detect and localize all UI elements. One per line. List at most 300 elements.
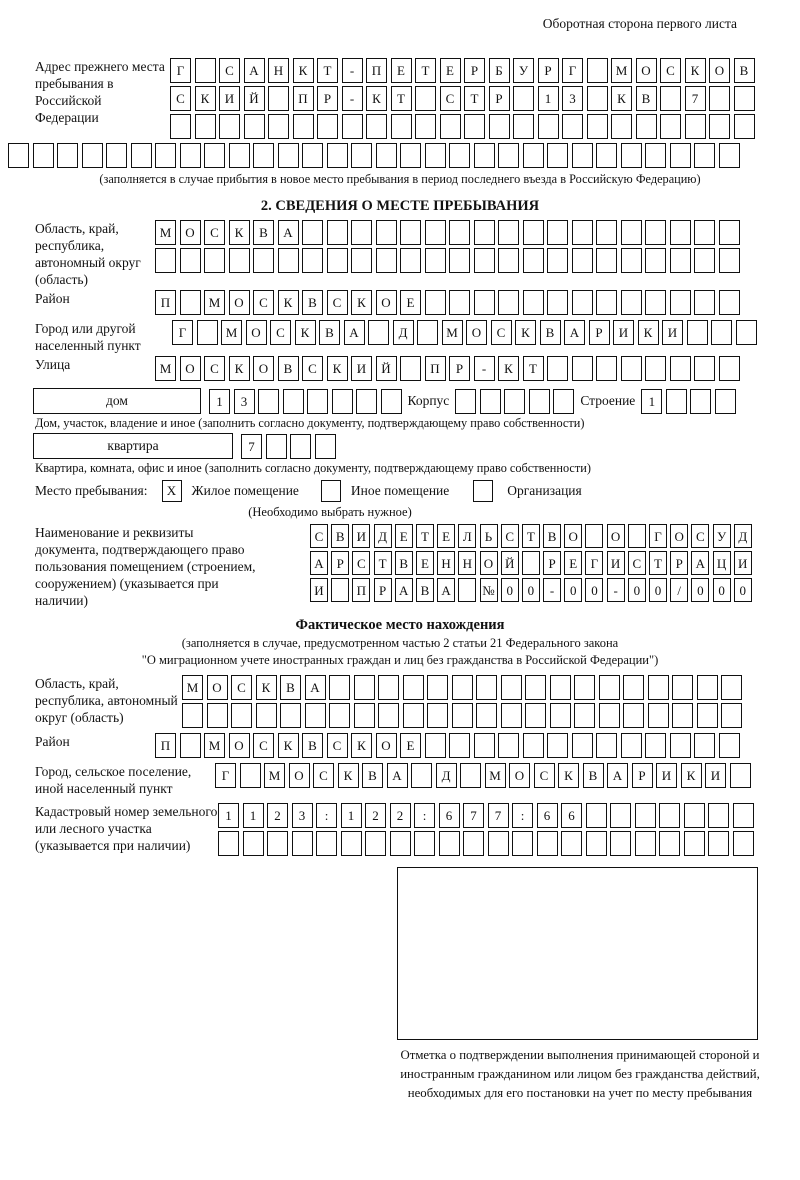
- char-cell[interactable]: [574, 675, 595, 700]
- char-cell[interactable]: [596, 220, 617, 245]
- checkbox-zhiloe[interactable]: X: [162, 480, 182, 502]
- char-cell[interactable]: [400, 220, 421, 245]
- checkbox-organizaciya[interactable]: [473, 480, 493, 502]
- char-cell[interactable]: -: [342, 58, 363, 83]
- char-cell[interactable]: Е: [437, 524, 455, 548]
- char-cell[interactable]: Н: [458, 551, 476, 575]
- char-cell[interactable]: [460, 763, 481, 788]
- char-cell[interactable]: А: [387, 763, 408, 788]
- char-cell[interactable]: [302, 143, 323, 168]
- char-cell[interactable]: [474, 733, 495, 758]
- char-cell[interactable]: И: [310, 578, 328, 602]
- char-cell[interactable]: Н: [268, 58, 289, 83]
- char-cell[interactable]: Г: [562, 58, 583, 83]
- char-cell[interactable]: [351, 143, 372, 168]
- char-cell[interactable]: [449, 248, 470, 273]
- char-cell[interactable]: К: [278, 733, 299, 758]
- char-cell[interactable]: [8, 143, 29, 168]
- char-cell[interactable]: [197, 320, 218, 345]
- char-cell[interactable]: [523, 220, 544, 245]
- char-cell[interactable]: [400, 356, 421, 381]
- char-cell[interactable]: [351, 220, 372, 245]
- char-cell[interactable]: В: [280, 675, 301, 700]
- char-cell[interactable]: [280, 703, 301, 728]
- char-cell[interactable]: [317, 114, 338, 139]
- char-cell[interactable]: [697, 703, 718, 728]
- char-cell[interactable]: [670, 220, 691, 245]
- char-cell[interactable]: У: [513, 58, 534, 83]
- char-cell[interactable]: О: [509, 763, 530, 788]
- char-cell[interactable]: №: [480, 578, 498, 602]
- char-cell[interactable]: Р: [317, 86, 338, 111]
- char-cell[interactable]: Т: [649, 551, 667, 575]
- char-cell[interactable]: [694, 356, 715, 381]
- char-cell[interactable]: О: [229, 290, 250, 315]
- char-cell[interactable]: М: [182, 675, 203, 700]
- char-cell[interactable]: [390, 831, 411, 856]
- char-cell[interactable]: И: [734, 551, 752, 575]
- char-cell[interactable]: [327, 220, 348, 245]
- char-cell[interactable]: С: [219, 58, 240, 83]
- char-cell[interactable]: [547, 733, 568, 758]
- char-cell[interactable]: [621, 143, 642, 168]
- char-cell[interactable]: [366, 114, 387, 139]
- char-cell[interactable]: Р: [449, 356, 470, 381]
- char-cell[interactable]: [660, 86, 681, 111]
- char-cell[interactable]: К: [351, 290, 372, 315]
- char-cell[interactable]: О: [709, 58, 730, 83]
- char-cell[interactable]: [155, 248, 176, 273]
- char-cell[interactable]: И: [607, 551, 625, 575]
- char-cell[interactable]: 0: [628, 578, 646, 602]
- char-cell[interactable]: 1: [209, 389, 230, 414]
- char-cell[interactable]: [694, 220, 715, 245]
- char-cell[interactable]: [427, 703, 448, 728]
- char-cell[interactable]: [342, 114, 363, 139]
- char-cell[interactable]: [721, 675, 742, 700]
- char-cell[interactable]: [425, 290, 446, 315]
- char-cell[interactable]: Е: [395, 524, 413, 548]
- char-cell[interactable]: Р: [489, 86, 510, 111]
- char-cell[interactable]: [195, 58, 216, 83]
- char-cell[interactable]: С: [270, 320, 291, 345]
- char-cell[interactable]: [709, 86, 730, 111]
- char-cell[interactable]: [452, 703, 473, 728]
- char-cell[interactable]: [547, 356, 568, 381]
- char-cell[interactable]: [621, 290, 642, 315]
- char-cell[interactable]: М: [485, 763, 506, 788]
- char-cell[interactable]: Т: [415, 58, 436, 83]
- char-cell[interactable]: [621, 248, 642, 273]
- char-cell[interactable]: [155, 143, 176, 168]
- char-cell[interactable]: С: [501, 524, 519, 548]
- char-cell[interactable]: В: [331, 524, 349, 548]
- char-cell[interactable]: О: [253, 356, 274, 381]
- char-cell[interactable]: О: [564, 524, 582, 548]
- char-cell[interactable]: П: [155, 733, 176, 758]
- char-cell[interactable]: [307, 389, 328, 414]
- checkbox-inoe[interactable]: [321, 480, 341, 502]
- char-cell[interactable]: О: [376, 290, 397, 315]
- char-cell[interactable]: [449, 733, 470, 758]
- char-cell[interactable]: [400, 248, 421, 273]
- char-cell[interactable]: -: [543, 578, 561, 602]
- char-cell[interactable]: [684, 831, 705, 856]
- char-cell[interactable]: О: [229, 733, 250, 758]
- char-cell[interactable]: [391, 114, 412, 139]
- char-cell[interactable]: Т: [317, 58, 338, 83]
- char-cell[interactable]: Г: [585, 551, 603, 575]
- char-cell[interactable]: А: [244, 58, 265, 83]
- char-cell[interactable]: [82, 143, 103, 168]
- char-cell[interactable]: [529, 389, 550, 414]
- char-cell[interactable]: [523, 143, 544, 168]
- char-cell[interactable]: И: [705, 763, 726, 788]
- char-cell[interactable]: [425, 220, 446, 245]
- char-cell[interactable]: [711, 320, 732, 345]
- char-cell[interactable]: [400, 143, 421, 168]
- char-cell[interactable]: К: [293, 58, 314, 83]
- char-cell[interactable]: Р: [538, 58, 559, 83]
- char-cell[interactable]: /: [670, 578, 688, 602]
- char-cell[interactable]: [562, 114, 583, 139]
- char-cell[interactable]: [572, 733, 593, 758]
- char-cell[interactable]: [550, 675, 571, 700]
- char-cell[interactable]: [648, 675, 669, 700]
- char-cell[interactable]: [525, 675, 546, 700]
- char-cell[interactable]: [243, 831, 264, 856]
- char-cell[interactable]: [684, 803, 705, 828]
- char-cell[interactable]: Д: [436, 763, 457, 788]
- char-cell[interactable]: С: [327, 290, 348, 315]
- char-cell[interactable]: О: [180, 356, 201, 381]
- char-cell[interactable]: [449, 143, 470, 168]
- char-cell[interactable]: -: [607, 578, 625, 602]
- char-cell[interactable]: [293, 114, 314, 139]
- char-cell[interactable]: 7: [488, 803, 509, 828]
- char-cell[interactable]: [427, 675, 448, 700]
- char-cell[interactable]: [586, 803, 607, 828]
- char-cell[interactable]: Е: [416, 551, 434, 575]
- char-cell[interactable]: 2: [365, 803, 386, 828]
- char-cell[interactable]: В: [583, 763, 604, 788]
- char-cell[interactable]: В: [540, 320, 561, 345]
- char-cell[interactable]: 7: [463, 803, 484, 828]
- char-cell[interactable]: [474, 143, 495, 168]
- char-cell[interactable]: А: [310, 551, 328, 575]
- char-cell[interactable]: [523, 248, 544, 273]
- char-cell[interactable]: И: [613, 320, 634, 345]
- char-cell[interactable]: Г: [170, 58, 191, 83]
- char-cell[interactable]: -: [474, 356, 495, 381]
- char-cell[interactable]: 0: [522, 578, 540, 602]
- char-cell[interactable]: П: [155, 290, 176, 315]
- char-cell[interactable]: [231, 703, 252, 728]
- char-cell[interactable]: К: [681, 763, 702, 788]
- char-cell[interactable]: [672, 675, 693, 700]
- char-cell[interactable]: [596, 356, 617, 381]
- char-cell[interactable]: К: [338, 763, 359, 788]
- char-cell[interactable]: [687, 320, 708, 345]
- char-cell[interactable]: [636, 114, 657, 139]
- char-cell[interactable]: [730, 763, 751, 788]
- char-cell[interactable]: [550, 703, 571, 728]
- char-cell[interactable]: Г: [649, 524, 667, 548]
- char-cell[interactable]: [376, 220, 397, 245]
- char-cell[interactable]: К: [611, 86, 632, 111]
- char-cell[interactable]: [587, 58, 608, 83]
- char-cell[interactable]: [417, 320, 438, 345]
- char-cell[interactable]: [719, 290, 740, 315]
- char-cell[interactable]: [574, 703, 595, 728]
- char-cell[interactable]: [455, 389, 476, 414]
- char-cell[interactable]: [599, 703, 620, 728]
- char-cell[interactable]: [474, 248, 495, 273]
- char-cell[interactable]: [670, 356, 691, 381]
- char-cell[interactable]: В: [253, 220, 274, 245]
- char-cell[interactable]: [659, 803, 680, 828]
- char-cell[interactable]: [621, 220, 642, 245]
- char-cell[interactable]: Е: [400, 290, 421, 315]
- char-cell[interactable]: И: [656, 763, 677, 788]
- char-cell[interactable]: [611, 114, 632, 139]
- char-cell[interactable]: [476, 675, 497, 700]
- char-cell[interactable]: [645, 733, 666, 758]
- char-cell[interactable]: О: [207, 675, 228, 700]
- char-cell[interactable]: -: [342, 86, 363, 111]
- char-cell[interactable]: [57, 143, 78, 168]
- char-cell[interactable]: :: [316, 803, 337, 828]
- char-cell[interactable]: Р: [374, 578, 392, 602]
- char-cell[interactable]: В: [302, 290, 323, 315]
- char-cell[interactable]: [733, 831, 754, 856]
- char-cell[interactable]: [561, 831, 582, 856]
- char-cell[interactable]: [244, 114, 265, 139]
- char-cell[interactable]: [331, 578, 349, 602]
- char-cell[interactable]: С: [440, 86, 461, 111]
- char-cell[interactable]: А: [691, 551, 709, 575]
- char-cell[interactable]: [572, 356, 593, 381]
- char-cell[interactable]: :: [512, 803, 533, 828]
- char-cell[interactable]: [708, 831, 729, 856]
- char-cell[interactable]: В: [278, 356, 299, 381]
- char-cell[interactable]: К: [229, 356, 250, 381]
- char-cell[interactable]: К: [195, 86, 216, 111]
- char-cell[interactable]: М: [264, 763, 285, 788]
- char-cell[interactable]: М: [442, 320, 463, 345]
- char-cell[interactable]: [440, 114, 461, 139]
- char-cell[interactable]: 1: [641, 389, 662, 414]
- char-cell[interactable]: [513, 86, 534, 111]
- char-cell[interactable]: [628, 524, 646, 548]
- char-cell[interactable]: [596, 248, 617, 273]
- char-cell[interactable]: С: [534, 763, 555, 788]
- char-cell[interactable]: М: [221, 320, 242, 345]
- char-cell[interactable]: 0: [734, 578, 752, 602]
- char-cell[interactable]: Н: [437, 551, 455, 575]
- char-cell[interactable]: 0: [713, 578, 731, 602]
- char-cell[interactable]: К: [229, 220, 250, 245]
- char-cell[interactable]: В: [636, 86, 657, 111]
- char-cell[interactable]: [596, 290, 617, 315]
- char-cell[interactable]: П: [425, 356, 446, 381]
- char-cell[interactable]: [474, 220, 495, 245]
- char-cell[interactable]: [182, 703, 203, 728]
- char-cell[interactable]: [645, 248, 666, 273]
- char-cell[interactable]: С: [204, 220, 225, 245]
- char-cell[interactable]: [522, 551, 540, 575]
- char-cell[interactable]: [697, 675, 718, 700]
- char-cell[interactable]: [219, 114, 240, 139]
- char-cell[interactable]: [381, 389, 402, 414]
- char-cell[interactable]: О: [466, 320, 487, 345]
- char-cell[interactable]: И: [351, 356, 372, 381]
- char-cell[interactable]: Р: [632, 763, 653, 788]
- char-cell[interactable]: 2: [267, 803, 288, 828]
- char-cell[interactable]: Р: [331, 551, 349, 575]
- char-cell[interactable]: [278, 248, 299, 273]
- char-cell[interactable]: 7: [685, 86, 706, 111]
- char-cell[interactable]: О: [607, 524, 625, 548]
- char-cell[interactable]: Т: [391, 86, 412, 111]
- char-cell[interactable]: [572, 290, 593, 315]
- char-cell[interactable]: [476, 703, 497, 728]
- char-cell[interactable]: [547, 290, 568, 315]
- char-cell[interactable]: [572, 220, 593, 245]
- char-cell[interactable]: [170, 114, 191, 139]
- char-cell[interactable]: С: [660, 58, 681, 83]
- char-cell[interactable]: [694, 733, 715, 758]
- char-cell[interactable]: [425, 733, 446, 758]
- char-cell[interactable]: [268, 86, 289, 111]
- char-cell[interactable]: А: [564, 320, 585, 345]
- char-cell[interactable]: М: [155, 220, 176, 245]
- char-cell[interactable]: [645, 356, 666, 381]
- char-cell[interactable]: К: [558, 763, 579, 788]
- char-cell[interactable]: Р: [543, 551, 561, 575]
- char-cell[interactable]: [621, 733, 642, 758]
- char-cell[interactable]: [218, 831, 239, 856]
- char-cell[interactable]: О: [480, 551, 498, 575]
- char-cell[interactable]: [327, 143, 348, 168]
- char-cell[interactable]: [666, 389, 687, 414]
- char-cell[interactable]: [356, 389, 377, 414]
- char-cell[interactable]: С: [491, 320, 512, 345]
- char-cell[interactable]: К: [366, 86, 387, 111]
- char-cell[interactable]: [694, 290, 715, 315]
- char-cell[interactable]: Р: [464, 58, 485, 83]
- char-cell[interactable]: С: [231, 675, 252, 700]
- char-cell[interactable]: П: [293, 86, 314, 111]
- char-cell[interactable]: [635, 831, 656, 856]
- char-cell[interactable]: [715, 389, 736, 414]
- char-cell[interactable]: [452, 675, 473, 700]
- char-cell[interactable]: [498, 143, 519, 168]
- char-cell[interactable]: Ь: [480, 524, 498, 548]
- char-cell[interactable]: [523, 290, 544, 315]
- char-cell[interactable]: [733, 803, 754, 828]
- char-cell[interactable]: [415, 86, 436, 111]
- char-cell[interactable]: О: [289, 763, 310, 788]
- char-cell[interactable]: А: [278, 220, 299, 245]
- char-cell[interactable]: [354, 703, 375, 728]
- char-cell[interactable]: А: [344, 320, 365, 345]
- char-cell[interactable]: [498, 248, 519, 273]
- char-cell[interactable]: Е: [440, 58, 461, 83]
- char-cell[interactable]: К: [327, 356, 348, 381]
- char-cell[interactable]: [305, 703, 326, 728]
- char-cell[interactable]: [204, 143, 225, 168]
- char-cell[interactable]: Д: [374, 524, 392, 548]
- char-cell[interactable]: [547, 143, 568, 168]
- char-cell[interactable]: [403, 703, 424, 728]
- char-cell[interactable]: [719, 220, 740, 245]
- char-cell[interactable]: [719, 733, 740, 758]
- char-cell[interactable]: [488, 831, 509, 856]
- char-cell[interactable]: 3: [562, 86, 583, 111]
- char-cell[interactable]: Г: [215, 763, 236, 788]
- char-cell[interactable]: [708, 803, 729, 828]
- char-cell[interactable]: С: [253, 290, 274, 315]
- char-cell[interactable]: [719, 356, 740, 381]
- char-cell[interactable]: 1: [538, 86, 559, 111]
- char-cell[interactable]: Д: [734, 524, 752, 548]
- char-cell[interactable]: [538, 114, 559, 139]
- char-cell[interactable]: [425, 248, 446, 273]
- char-cell[interactable]: [403, 675, 424, 700]
- char-cell[interactable]: С: [204, 356, 225, 381]
- char-cell[interactable]: [547, 220, 568, 245]
- char-cell[interactable]: 2: [390, 803, 411, 828]
- char-cell[interactable]: [180, 143, 201, 168]
- char-cell[interactable]: [229, 143, 250, 168]
- char-cell[interactable]: [415, 114, 436, 139]
- char-cell[interactable]: [498, 733, 519, 758]
- char-cell[interactable]: [33, 143, 54, 168]
- char-cell[interactable]: А: [305, 675, 326, 700]
- char-cell[interactable]: 0: [564, 578, 582, 602]
- char-cell[interactable]: Т: [374, 551, 392, 575]
- char-cell[interactable]: [266, 434, 287, 459]
- char-cell[interactable]: [694, 143, 715, 168]
- char-cell[interactable]: [378, 703, 399, 728]
- char-cell[interactable]: 0: [691, 578, 709, 602]
- char-cell[interactable]: О: [246, 320, 267, 345]
- char-cell[interactable]: [660, 114, 681, 139]
- char-cell[interactable]: [240, 763, 261, 788]
- char-cell[interactable]: [449, 290, 470, 315]
- char-cell[interactable]: [489, 114, 510, 139]
- char-cell[interactable]: :: [414, 803, 435, 828]
- char-cell[interactable]: П: [366, 58, 387, 83]
- char-cell[interactable]: С: [352, 551, 370, 575]
- char-cell[interactable]: О: [180, 220, 201, 245]
- char-cell[interactable]: Е: [391, 58, 412, 83]
- char-cell[interactable]: С: [302, 356, 323, 381]
- char-cell[interactable]: [329, 675, 350, 700]
- char-cell[interactable]: П: [352, 578, 370, 602]
- char-cell[interactable]: Ц: [713, 551, 731, 575]
- char-cell[interactable]: [719, 248, 740, 273]
- char-cell[interactable]: [537, 831, 558, 856]
- char-cell[interactable]: Й: [501, 551, 519, 575]
- char-cell[interactable]: [513, 114, 534, 139]
- char-cell[interactable]: [498, 290, 519, 315]
- char-cell[interactable]: [180, 733, 201, 758]
- char-cell[interactable]: А: [437, 578, 455, 602]
- char-cell[interactable]: [376, 248, 397, 273]
- char-cell[interactable]: [449, 220, 470, 245]
